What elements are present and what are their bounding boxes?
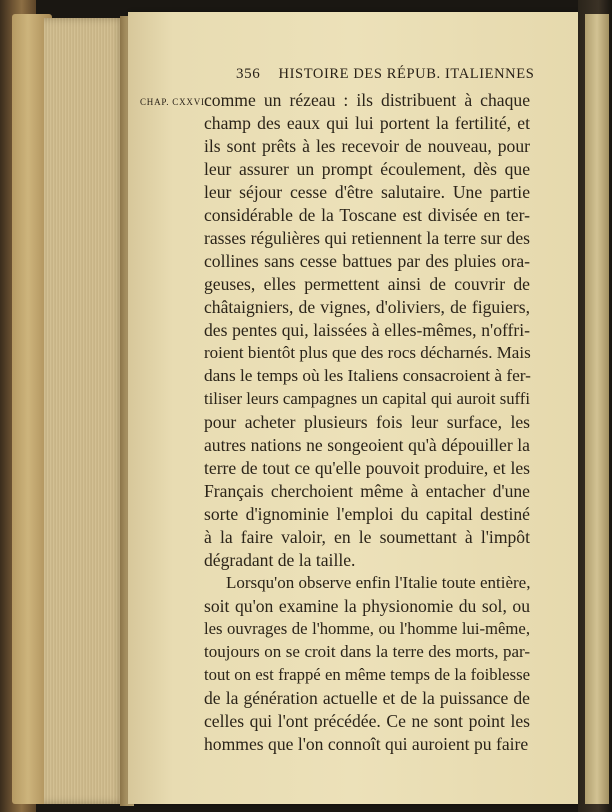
text-line: tout on est frappé en même temps de la foiblesse [204,665,530,684]
running-title: HISTOIRE DES RÉPUB. ITALIENNES [278,66,535,82]
page-edges [44,18,126,804]
text-line: tiliser leurs campagnes un capital qui auroit suffi [204,389,530,408]
text-line: collines sans cesse battues par des pluies ora- [204,251,530,271]
text-line: champ des eaux qui lui portent la fertilité, et [204,113,530,133]
text-line: Lorsqu'on observe enfin l'Italie toute entière, [226,573,531,592]
text-line: terre de tout ce qu'elle pouvoit produire, et les [204,458,530,478]
text-line: les ouvrages de l'homme, ou l'homme lui-même, [204,619,530,638]
text-line: à la faire valoir, en le soumettant à l'impôt [204,527,530,547]
text-line: dans le temps où les Italiens consacroient à fer- [204,366,531,385]
text-line: comme un rézeau : ils distribuent à chaque [204,90,530,110]
text-line: châtaigniers, de vignes, d'oliviers, de figuiers, [204,297,530,317]
text-line: pour acheter plusieurs fois leur surface, les [204,412,530,432]
chapter-margin-label: CHAP. CXXVI. [140,97,208,107]
text-line: leur assurer un prompt écoulement, dès que [204,159,530,179]
text-line: celles qui l'ont précédée. Ce ne sont point les [204,711,530,731]
text-line: soit qu'on examine la physionomie du sol, ou [204,596,530,616]
text-line: rasses régulières qui retiennent la terre sur des [204,228,530,248]
facing-page-edge [585,14,609,804]
text-line: ils sont prêts à les recevoir de nouveau, pour [204,136,530,156]
text-line: toujours on se croit dans la terre des morts, par- [204,642,530,661]
text-line: hommes que l'on connoît qui auroient pu faire [204,734,529,754]
text-line: de la génération actuelle et de la puissance de [204,688,530,708]
text-line: geuses, elles permettent ainsi de couvrir de [204,274,530,294]
text-line: roient bientôt plus que des rocs décharnés. Mais [204,343,531,362]
text-line: leur séjour cesse d'être salutaire. Une partie [204,182,530,202]
text-line: des pentes qui, laissées à elles-mêmes, n'offri- [204,320,530,340]
text-line: autres nations ne songeoient qu'à dépouiller la [204,435,530,455]
text-line: Français cherchoient même à entacher d'une [204,481,530,501]
page-number: 356 [236,66,261,82]
text-line: considérable de la Toscane est divisée en ter- [204,205,530,225]
text-line: sorte d'ignominie l'emploi du capital destiné [204,504,530,524]
running-header [236,66,535,83]
text-line: dégradant de la taille. [204,550,356,570]
